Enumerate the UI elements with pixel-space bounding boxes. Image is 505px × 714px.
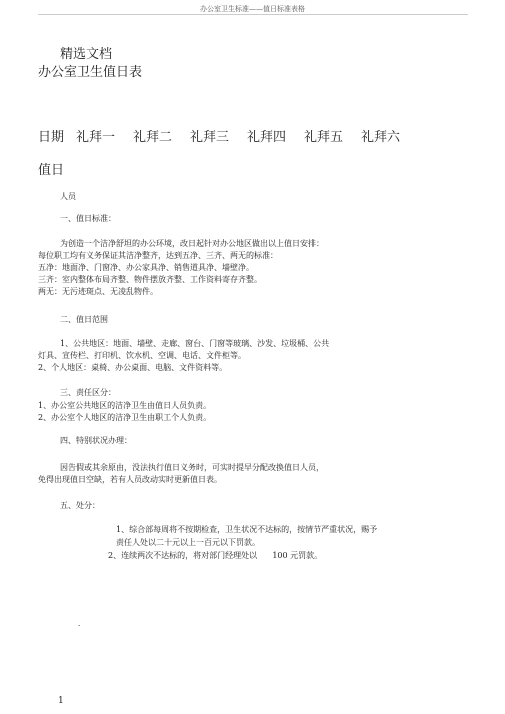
day-saturday: 礼拜六 (361, 130, 401, 145)
section5-heading: 五、处分： (60, 501, 100, 510)
section4-line: 因告假或其余原由，没法执行值日义务时，可实时提早分配改换值日人员， (60, 463, 324, 472)
section4-heading: 四、特别状况办理： (60, 436, 132, 445)
stray-dot: . (78, 620, 81, 628)
section1-line: 两无：无污迹斑点、无凌乱物件。 (38, 287, 158, 296)
section5-line: 2、连续两次不达标的，将对部门经理处以 100 元罚款。 (108, 551, 323, 560)
brand-label: 精选文档 (60, 47, 113, 62)
day-friday: 礼拜五 (304, 130, 344, 145)
section2-line: 灯具、宣传栏、打印机、饮水机、空调、电话、文件柜等。 (38, 351, 246, 360)
day-thursday: 礼拜四 (247, 130, 287, 145)
section2-line: 1、公共地区：地面、墙壁、走廊、窗台、门窗等玻璃、沙发、垃圾桶、公共 (60, 339, 330, 348)
section4-line: 免得出现值日空缺，若有人员改动实时更新值日表。 (38, 475, 222, 484)
section3-line: 1、办公室公共地区的洁净卫生由值日人员负责。 (38, 401, 212, 410)
section1-heading: 一、值日标准： (60, 214, 116, 223)
header-rule (38, 14, 468, 15)
page-header: 办公室卫生标准——值日标准表格 (200, 5, 305, 13)
day-monday: 礼拜一 (76, 130, 116, 145)
section1-line: 三齐：室内整体布局齐整、物件摆放齐整、工作资料寄存齐整。 (38, 275, 262, 284)
section2-heading: 二、值日范围 (60, 315, 108, 324)
section5-line: 责任人处以二十元以上一百元以下罚款。 (116, 538, 260, 547)
section5-line: 1、综合部每周将不按期检查，卫生状况不达标的，按情节严重状况，赐予 (116, 525, 378, 534)
section3-heading: 三、责任区分： (60, 388, 116, 397)
day-tuesday: 礼拜二 (133, 130, 173, 145)
day-wednesday: 礼拜三 (190, 130, 230, 145)
section1-line: 每位职工均有义务保证其洁净整齐，达到五净、三齐、两无的标准： (38, 251, 278, 260)
section3-line: 2、办公室个人地区的洁净卫生由职工个人负责。 (38, 413, 212, 422)
staff-label: 人员 (60, 192, 76, 201)
section1-line: 五净：地面净、门窗净、办公家具净、销售道具净、墙壁净。 (38, 263, 254, 272)
page-number: 1 (58, 696, 64, 706)
page-title: 办公室卫生值日表 (38, 65, 143, 80)
duty-label: 值日 (38, 163, 65, 178)
date-label: 日期 (38, 130, 65, 145)
section2-line: 2、个人地区：桌椅、办公桌面、电脑、文件资料等。 (38, 363, 228, 372)
section1-line: 为创造一个洁净舒坦的办公环境，改日起针对办公地区做出以上值日安排： (60, 239, 324, 248)
